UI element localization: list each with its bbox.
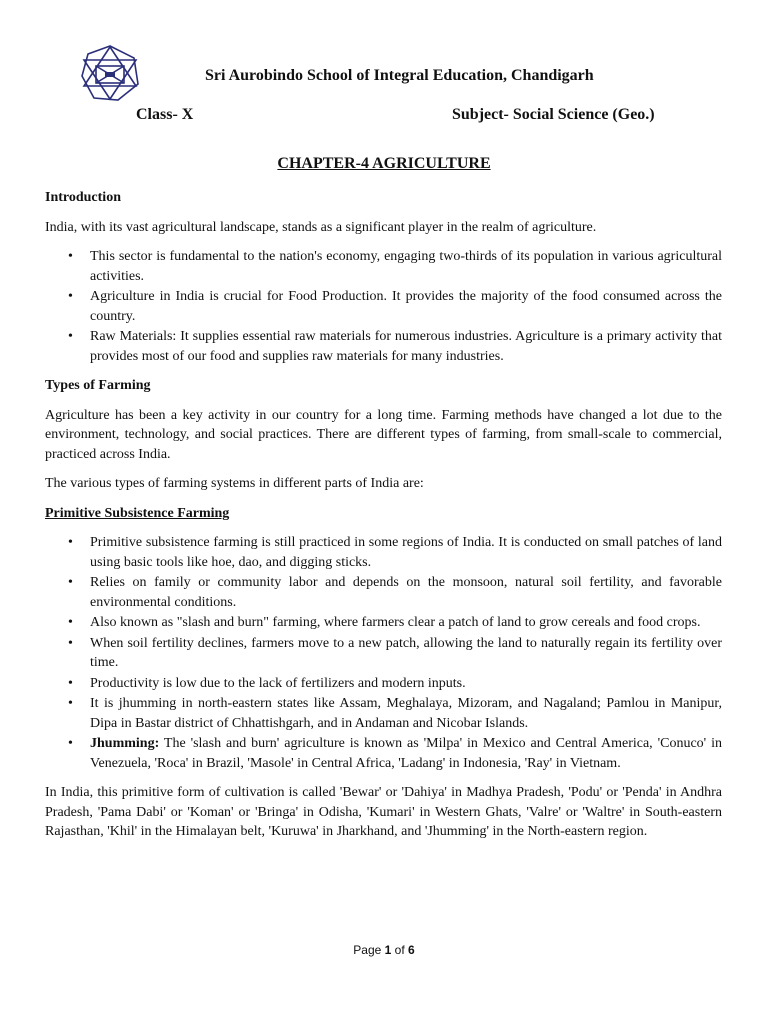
- list-item: • Productivity is low due to the lack of fertilizers and modern inputs.: [90, 674, 722, 694]
- types-of-farming-heading: Types of Farming: [45, 378, 151, 393]
- list-item-jhumming: [90, 734, 722, 773]
- chapter-title: CHAPTER-4 AGRICULTURE: [277, 155, 491, 172]
- introduction-lead: India, with its vast agricultural landscape, stands as a significant player in the realm of agriculture.: [45, 219, 597, 235]
- page-number: Page 1 of 6: [353, 943, 415, 957]
- list-item: • Primitive subsistence farming is still practiced in some regions of India. It is conducted on small patches of land using basic tools like hoe, dao, and digging sticks.: [90, 533, 722, 572]
- jhumming-term: Jhumming:: [90, 736, 160, 751]
- jhumming-text: The 'slash and burn' agriculture is known as 'Milpa' in Mexico and Central America, 'Conuco' in Venezuela, 'Roca' in Brazil, 'Masole' in Central Africa, 'Ladang' in Indonesia, 'Ray' in Vietnam.: [90, 736, 722, 771]
- types-paragraph: The various types of farming systems in different parts of India are:: [45, 476, 424, 491]
- subject-label: Subject- Social Science (Geo.): [452, 106, 655, 123]
- introduction-list: [45, 247, 722, 366]
- introduction-heading: Introduction: [45, 190, 121, 205]
- primitive-farming-heading: Primitive Subsistence Farming: [45, 505, 230, 521]
- class-label: Class- X: [136, 106, 194, 123]
- list-item: • When soil fertility declines, farmers move to a new patch, allowing the land to naturally regain its fertility over time.: [90, 634, 722, 673]
- list-item: • Relies on family or community labor and depends on the monsoon, natural soil fertility, and favorable environmental conditions.: [90, 573, 722, 612]
- list-item: • Agriculture in India is crucial for Food Production. It provides the majority of the food consumed across the country.: [90, 287, 722, 326]
- document-body: [45, 188, 722, 852]
- primitive-list: [45, 533, 722, 773]
- closing-paragraph: In India, this primitive form of cultivation is called 'Bewar' or 'Dahiya' in Madhya Pradesh, 'Podu' or 'Penda' in Andhra Pradesh, 'Pama Dabi' or 'Koman' or 'Bringa' in Odisha, 'Kumari' in Western Ghats, 'Valre' or 'Waltre' in South-eastern Rajasthan, 'Khil' in the Himalayan belt, 'Kuruwa' in Jharkhand, and 'Jhumming' in the North-eastern region.: [45, 785, 722, 839]
- school-name: Sri Aurobindo School of Integral Education, Chandigarh: [205, 67, 594, 84]
- list-item: • Raw Materials: It supplies essential raw materials for numerous industries. Agriculture is a primary activity that provides most of our food and supplies raw materials for many industries.: [90, 327, 722, 366]
- list-item: • Also known as "slash and burn" farming, where farmers clear a patch of land to grow cereals and food crops.: [90, 613, 722, 633]
- types-paragraph: Agriculture has been a key activity in our country for a long time. Farming methods have changed a lot due to the environment, technology, and social practices. There are different types of farming, from small-scale to commercial, practiced across India.: [45, 407, 722, 462]
- list-item: • This sector is fundamental to the nation's economy, engaging two-thirds of its population in various agricultural activities.: [90, 247, 722, 286]
- school-logo: [78, 44, 142, 102]
- list-item: • It is jhumming in north-eastern states like Assam, Meghalaya, Mizoram, and Nagaland; Pamlou in Manipur, Dipa in Bastar district of Chhattishgarh, and in Andaman and Nicobar Islands.: [90, 694, 722, 733]
